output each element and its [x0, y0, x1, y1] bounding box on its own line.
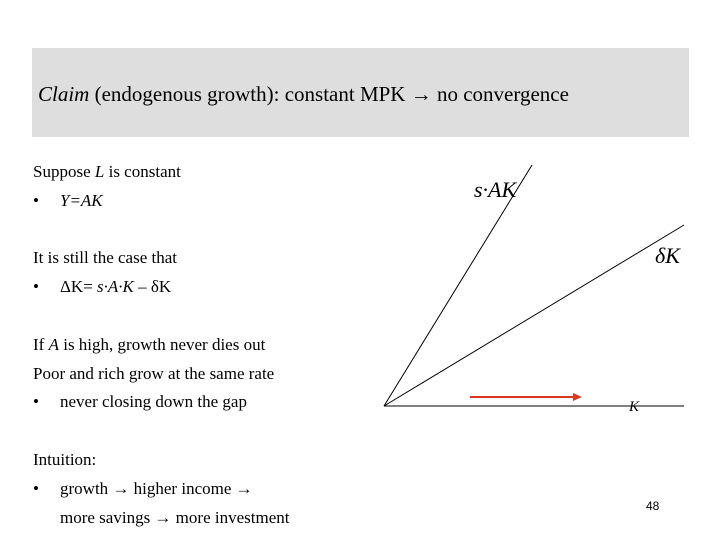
savings-line-label: s·AK: [474, 177, 517, 202]
text-if-post: is high, growth never dies out: [58, 335, 266, 354]
bullet-delta-k-italic: s·A·K: [97, 277, 134, 296]
bullet-y-ak-text: Y=AK: [60, 191, 103, 210]
bullet-marker: •: [33, 392, 39, 411]
bullet-growth-text: growth → higher income →: [60, 479, 253, 498]
text-still-case: It is still the case that: [33, 248, 177, 267]
text-if-pre: If: [33, 335, 49, 354]
slide-number: 48: [646, 499, 660, 513]
text-if-var: A: [48, 335, 59, 354]
bullet-marker: •: [33, 277, 39, 296]
text-poor-rich: Poor and rich grow at the same rate: [33, 364, 275, 383]
text-suppose-pre: Suppose: [33, 162, 95, 181]
bullet-delta-k-pre: ΔK=: [60, 277, 98, 296]
text-suppose-post: is constant: [104, 162, 181, 181]
bullet-marker: •: [33, 191, 39, 210]
bullet-growth-cont-text: more savings → more investment: [60, 508, 290, 527]
depreciation-line-label: δK: [655, 243, 680, 268]
text-intuition: Intuition:: [33, 450, 97, 469]
bullet-delta-k-post: – δK: [133, 277, 172, 296]
depreciation-line: [384, 225, 684, 406]
title-rest: (endogenous growth): constant MPK → no convergence: [89, 82, 569, 106]
x-axis-label: K: [629, 399, 640, 415]
bullet-gap-text: never closing down the gap: [60, 392, 247, 411]
growth-arrow-head: [573, 393, 582, 401]
bullet-marker: •: [33, 479, 39, 498]
text-suppose-var: L: [94, 162, 105, 181]
title-claim: Claim: [38, 82, 90, 106]
